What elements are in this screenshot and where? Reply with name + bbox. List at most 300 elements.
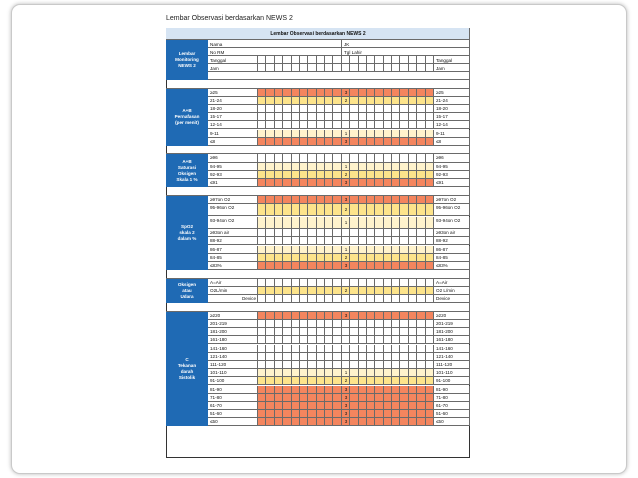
observation-cell[interactable] — [308, 121, 316, 129]
observation-cell[interactable] — [409, 113, 417, 121]
observation-cell[interactable] — [300, 345, 308, 353]
observation-cell[interactable] — [333, 89, 341, 97]
observation-cell[interactable] — [367, 279, 375, 287]
observation-cell[interactable] — [417, 262, 425, 270]
observation-cell[interactable] — [375, 254, 383, 262]
observation-cell[interactable] — [426, 171, 434, 179]
observation-cell[interactable] — [384, 229, 392, 237]
observation-cell[interactable] — [417, 171, 425, 179]
observation-cell[interactable] — [375, 196, 383, 204]
tanggal-cell[interactable] — [400, 56, 408, 64]
observation-cell[interactable] — [292, 254, 300, 262]
observation-cell[interactable] — [426, 237, 434, 245]
observation-cell[interactable] — [350, 217, 358, 230]
observation-cell[interactable] — [325, 386, 333, 394]
observation-cell[interactable] — [300, 418, 308, 426]
observation-cell[interactable] — [359, 113, 367, 121]
jam-cell[interactable] — [292, 64, 300, 72]
observation-cell[interactable] — [417, 138, 425, 146]
observation-cell[interactable] — [359, 386, 367, 394]
observation-cell[interactable] — [317, 377, 325, 385]
tanggal-cell[interactable] — [392, 56, 400, 64]
observation-cell[interactable] — [317, 130, 325, 138]
observation-cell[interactable] — [375, 179, 383, 187]
observation-cell[interactable] — [384, 320, 392, 328]
observation-cell[interactable] — [392, 410, 400, 418]
observation-cell[interactable] — [350, 418, 358, 426]
observation-cell[interactable] — [333, 246, 341, 254]
observation-cell[interactable] — [258, 377, 266, 385]
observation-cell[interactable] — [283, 163, 291, 171]
observation-cell[interactable] — [367, 204, 375, 217]
observation-cell[interactable] — [292, 361, 300, 369]
observation-cell[interactable] — [308, 246, 316, 254]
observation-cell[interactable] — [266, 361, 274, 369]
observation-cell[interactable] — [308, 295, 316, 303]
observation-cell[interactable] — [367, 353, 375, 361]
observation-cell[interactable] — [392, 130, 400, 138]
observation-cell[interactable] — [359, 204, 367, 217]
observation-cell[interactable] — [426, 121, 434, 129]
observation-cell[interactable] — [325, 345, 333, 353]
observation-cell[interactable] — [333, 320, 341, 328]
observation-cell[interactable] — [292, 204, 300, 217]
observation-cell[interactable] — [317, 386, 325, 394]
observation-cell[interactable] — [350, 163, 358, 171]
observation-cell[interactable] — [359, 312, 367, 320]
observation-cell[interactable] — [292, 320, 300, 328]
observation-cell[interactable] — [333, 97, 341, 105]
observation-cell[interactable] — [409, 171, 417, 179]
observation-cell[interactable] — [350, 113, 358, 121]
observation-cell[interactable] — [317, 196, 325, 204]
observation-cell[interactable] — [342, 328, 350, 336]
jam-cell[interactable] — [392, 64, 400, 72]
observation-cell[interactable] — [325, 295, 333, 303]
observation-cell[interactable] — [317, 345, 325, 353]
jam-cell[interactable] — [333, 64, 341, 72]
observation-cell[interactable] — [400, 121, 408, 129]
observation-cell[interactable] — [359, 179, 367, 187]
observation-cell[interactable] — [400, 262, 408, 270]
observation-cell[interactable] — [392, 345, 400, 353]
observation-cell[interactable] — [317, 246, 325, 254]
observation-cell[interactable] — [417, 295, 425, 303]
observation-cell[interactable] — [392, 320, 400, 328]
observation-cell[interactable] — [417, 328, 425, 336]
observation-cell[interactable] — [400, 353, 408, 361]
observation-cell[interactable] — [359, 336, 367, 344]
observation-cell[interactable] — [333, 295, 341, 303]
observation-cell[interactable] — [266, 163, 274, 171]
observation-cell[interactable] — [426, 336, 434, 344]
observation-cell[interactable] — [283, 130, 291, 138]
observation-cell[interactable] — [300, 130, 308, 138]
observation-cell[interactable] — [375, 163, 383, 171]
observation-cell[interactable] — [283, 312, 291, 320]
observation-cell[interactable] — [350, 386, 358, 394]
observation-cell[interactable] — [266, 130, 274, 138]
observation-cell[interactable] — [375, 237, 383, 245]
observation-cell[interactable] — [300, 336, 308, 344]
observation-cell[interactable] — [359, 97, 367, 105]
observation-cell[interactable] — [426, 312, 434, 320]
observation-cell[interactable] — [392, 336, 400, 344]
observation-cell[interactable] — [283, 254, 291, 262]
observation-cell[interactable] — [400, 204, 408, 217]
observation-cell[interactable] — [317, 328, 325, 336]
observation-cell[interactable] — [350, 105, 358, 113]
observation-cell[interactable] — [266, 402, 274, 410]
observation-cell[interactable] — [325, 105, 333, 113]
observation-cell[interactable] — [392, 295, 400, 303]
observation-cell[interactable] — [283, 320, 291, 328]
observation-cell[interactable] — [342, 279, 350, 287]
observation-cell[interactable] — [283, 295, 291, 303]
observation-cell[interactable] — [275, 410, 283, 418]
observation-cell[interactable] — [308, 254, 316, 262]
observation-cell[interactable] — [292, 237, 300, 245]
tanggal-cell[interactable] — [342, 56, 350, 64]
observation-cell[interactable] — [333, 279, 341, 287]
observation-cell[interactable] — [325, 89, 333, 97]
observation-cell[interactable] — [367, 89, 375, 97]
observation-cell[interactable] — [417, 113, 425, 121]
observation-cell[interactable] — [258, 105, 266, 113]
observation-cell[interactable] — [375, 394, 383, 402]
observation-cell[interactable] — [258, 386, 266, 394]
observation-cell[interactable] — [359, 130, 367, 138]
observation-cell[interactable] — [417, 163, 425, 171]
observation-cell[interactable] — [384, 345, 392, 353]
observation-cell[interactable] — [350, 237, 358, 245]
observation-cell[interactable] — [409, 369, 417, 377]
observation-cell[interactable] — [367, 377, 375, 385]
observation-cell[interactable] — [325, 336, 333, 344]
observation-cell[interactable] — [275, 287, 283, 295]
observation-cell[interactable] — [384, 163, 392, 171]
observation-cell[interactable] — [283, 97, 291, 105]
observation-cell[interactable] — [325, 154, 333, 162]
observation-cell[interactable] — [367, 336, 375, 344]
observation-cell[interactable] — [300, 369, 308, 377]
observation-cell[interactable] — [308, 105, 316, 113]
observation-cell[interactable] — [384, 138, 392, 146]
observation-cell[interactable] — [292, 179, 300, 187]
observation-cell[interactable] — [367, 171, 375, 179]
observation-cell[interactable] — [400, 130, 408, 138]
observation-cell[interactable] — [317, 229, 325, 237]
observation-cell[interactable] — [275, 312, 283, 320]
observation-cell[interactable] — [333, 345, 341, 353]
observation-cell[interactable] — [317, 163, 325, 171]
observation-cell[interactable] — [426, 217, 434, 230]
observation-cell[interactable] — [258, 402, 266, 410]
observation-cell[interactable] — [283, 113, 291, 121]
observation-cell[interactable] — [426, 138, 434, 146]
observation-cell[interactable] — [417, 246, 425, 254]
observation-cell[interactable] — [275, 394, 283, 402]
observation-cell[interactable] — [333, 229, 341, 237]
observation-cell[interactable] — [426, 320, 434, 328]
observation-cell[interactable] — [375, 402, 383, 410]
observation-cell[interactable] — [292, 171, 300, 179]
observation-cell[interactable] — [359, 345, 367, 353]
observation-cell[interactable] — [359, 369, 367, 377]
observation-cell[interactable] — [400, 377, 408, 385]
observation-cell[interactable] — [350, 377, 358, 385]
observation-cell[interactable] — [409, 345, 417, 353]
observation-cell[interactable] — [258, 279, 266, 287]
observation-cell[interactable] — [384, 386, 392, 394]
observation-cell[interactable] — [392, 394, 400, 402]
observation-cell[interactable] — [375, 97, 383, 105]
observation-cell[interactable] — [325, 246, 333, 254]
observation-cell[interactable] — [275, 254, 283, 262]
observation-cell[interactable] — [317, 254, 325, 262]
observation-cell[interactable] — [292, 89, 300, 97]
observation-cell[interactable] — [409, 89, 417, 97]
observation-cell[interactable] — [400, 89, 408, 97]
observation-cell[interactable] — [375, 130, 383, 138]
observation-cell[interactable] — [400, 320, 408, 328]
observation-cell[interactable] — [317, 97, 325, 105]
observation-cell[interactable] — [367, 312, 375, 320]
observation-cell[interactable] — [300, 320, 308, 328]
observation-cell[interactable] — [258, 89, 266, 97]
observation-cell[interactable] — [333, 394, 341, 402]
observation-cell[interactable] — [317, 154, 325, 162]
observation-cell[interactable] — [426, 287, 434, 295]
observation-cell[interactable] — [325, 262, 333, 270]
observation-cell[interactable] — [258, 295, 266, 303]
observation-cell[interactable] — [308, 418, 316, 426]
jam-cell[interactable] — [283, 64, 291, 72]
observation-cell[interactable] — [300, 163, 308, 171]
observation-cell[interactable] — [292, 287, 300, 295]
observation-cell[interactable] — [367, 113, 375, 121]
observation-cell[interactable] — [367, 418, 375, 426]
observation-cell[interactable] — [258, 204, 266, 217]
observation-cell[interactable] — [375, 262, 383, 270]
observation-cell[interactable] — [426, 418, 434, 426]
observation-cell[interactable] — [367, 254, 375, 262]
observation-cell[interactable] — [292, 369, 300, 377]
observation-cell[interactable] — [283, 154, 291, 162]
observation-cell[interactable] — [266, 369, 274, 377]
observation-cell[interactable] — [266, 229, 274, 237]
jam-cell[interactable] — [384, 64, 392, 72]
observation-cell[interactable] — [400, 295, 408, 303]
observation-cell[interactable] — [426, 386, 434, 394]
observation-cell[interactable] — [275, 204, 283, 217]
observation-cell[interactable] — [292, 154, 300, 162]
observation-cell[interactable] — [359, 287, 367, 295]
observation-cell[interactable] — [359, 254, 367, 262]
observation-cell[interactable] — [317, 262, 325, 270]
observation-cell[interactable] — [308, 377, 316, 385]
jam-cell[interactable] — [275, 64, 283, 72]
observation-cell[interactable] — [417, 369, 425, 377]
observation-cell[interactable] — [300, 97, 308, 105]
observation-cell[interactable] — [266, 237, 274, 245]
observation-cell[interactable] — [350, 361, 358, 369]
observation-cell[interactable] — [426, 328, 434, 336]
observation-cell[interactable] — [350, 336, 358, 344]
observation-cell[interactable] — [317, 105, 325, 113]
observation-cell[interactable] — [275, 89, 283, 97]
jam-cell[interactable] — [258, 64, 266, 72]
observation-cell[interactable] — [317, 336, 325, 344]
observation-cell[interactable] — [417, 154, 425, 162]
observation-cell[interactable] — [325, 217, 333, 230]
observation-cell[interactable] — [384, 171, 392, 179]
observation-cell[interactable] — [283, 369, 291, 377]
observation-cell[interactable] — [409, 179, 417, 187]
observation-cell[interactable] — [300, 196, 308, 204]
observation-cell[interactable] — [325, 121, 333, 129]
observation-cell[interactable] — [367, 246, 375, 254]
observation-cell[interactable] — [426, 377, 434, 385]
tanggal-cell[interactable] — [325, 56, 333, 64]
observation-cell[interactable] — [367, 163, 375, 171]
observation-cell[interactable] — [275, 262, 283, 270]
observation-cell[interactable] — [359, 196, 367, 204]
observation-cell[interactable] — [300, 89, 308, 97]
observation-cell[interactable] — [384, 130, 392, 138]
observation-cell[interactable] — [350, 279, 358, 287]
observation-cell[interactable] — [325, 287, 333, 295]
observation-cell[interactable] — [367, 154, 375, 162]
observation-cell[interactable] — [283, 410, 291, 418]
observation-cell[interactable] — [417, 105, 425, 113]
observation-cell[interactable] — [283, 345, 291, 353]
tanggal-cell[interactable] — [292, 56, 300, 64]
observation-cell[interactable] — [283, 179, 291, 187]
observation-cell[interactable] — [283, 336, 291, 344]
observation-cell[interactable] — [317, 369, 325, 377]
observation-cell[interactable] — [400, 402, 408, 410]
observation-cell[interactable] — [275, 97, 283, 105]
observation-cell[interactable] — [384, 246, 392, 254]
observation-cell[interactable] — [258, 237, 266, 245]
observation-cell[interactable] — [375, 410, 383, 418]
tanggal-cell[interactable] — [333, 56, 341, 64]
observation-cell[interactable] — [384, 113, 392, 121]
observation-cell[interactable] — [375, 279, 383, 287]
observation-cell[interactable] — [409, 217, 417, 230]
observation-cell[interactable] — [417, 353, 425, 361]
observation-cell[interactable] — [342, 229, 350, 237]
observation-cell[interactable] — [283, 121, 291, 129]
jam-cell[interactable] — [400, 64, 408, 72]
observation-cell[interactable] — [367, 262, 375, 270]
observation-cell[interactable] — [333, 369, 341, 377]
observation-cell[interactable] — [359, 89, 367, 97]
observation-cell[interactable] — [300, 295, 308, 303]
observation-cell[interactable] — [375, 345, 383, 353]
observation-cell[interactable] — [283, 246, 291, 254]
observation-cell[interactable] — [375, 328, 383, 336]
observation-cell[interactable] — [300, 353, 308, 361]
observation-cell[interactable] — [292, 394, 300, 402]
observation-cell[interactable] — [384, 361, 392, 369]
observation-cell[interactable] — [384, 353, 392, 361]
observation-cell[interactable] — [384, 394, 392, 402]
observation-cell[interactable] — [333, 154, 341, 162]
observation-cell[interactable] — [292, 113, 300, 121]
observation-cell[interactable] — [258, 196, 266, 204]
observation-cell[interactable] — [392, 377, 400, 385]
observation-cell[interactable] — [308, 217, 316, 230]
observation-cell[interactable] — [350, 353, 358, 361]
observation-cell[interactable] — [384, 287, 392, 295]
observation-cell[interactable] — [400, 336, 408, 344]
observation-cell[interactable] — [342, 105, 350, 113]
observation-cell[interactable] — [275, 163, 283, 171]
observation-cell[interactable] — [367, 105, 375, 113]
observation-cell[interactable] — [258, 361, 266, 369]
observation-cell[interactable] — [258, 179, 266, 187]
observation-cell[interactable] — [400, 229, 408, 237]
observation-cell[interactable] — [409, 336, 417, 344]
observation-cell[interactable] — [308, 312, 316, 320]
observation-cell[interactable] — [333, 312, 341, 320]
observation-cell[interactable] — [417, 237, 425, 245]
observation-cell[interactable] — [350, 138, 358, 146]
observation-cell[interactable] — [375, 204, 383, 217]
jam-cell[interactable] — [367, 64, 375, 72]
observation-cell[interactable] — [409, 229, 417, 237]
observation-cell[interactable] — [300, 394, 308, 402]
observation-cell[interactable] — [426, 254, 434, 262]
observation-cell[interactable] — [292, 312, 300, 320]
observation-cell[interactable] — [426, 279, 434, 287]
tanggal-cell[interactable] — [409, 56, 417, 64]
observation-cell[interactable] — [417, 196, 425, 204]
observation-cell[interactable] — [275, 345, 283, 353]
observation-cell[interactable] — [359, 394, 367, 402]
observation-cell[interactable] — [308, 279, 316, 287]
observation-cell[interactable] — [409, 97, 417, 105]
observation-cell[interactable] — [317, 353, 325, 361]
observation-cell[interactable] — [266, 138, 274, 146]
observation-cell[interactable] — [392, 204, 400, 217]
observation-cell[interactable] — [283, 217, 291, 230]
tanggal-cell[interactable] — [375, 56, 383, 64]
observation-cell[interactable] — [375, 246, 383, 254]
observation-cell[interactable] — [359, 353, 367, 361]
observation-cell[interactable] — [300, 312, 308, 320]
observation-cell[interactable] — [342, 154, 350, 162]
tanggal-cell[interactable] — [426, 56, 434, 64]
observation-cell[interactable] — [409, 204, 417, 217]
observation-cell[interactable] — [300, 217, 308, 230]
observation-cell[interactable] — [325, 410, 333, 418]
observation-cell[interactable] — [258, 154, 266, 162]
observation-cell[interactable] — [342, 320, 350, 328]
observation-cell[interactable] — [375, 320, 383, 328]
observation-cell[interactable] — [342, 345, 350, 353]
observation-cell[interactable] — [409, 237, 417, 245]
observation-cell[interactable] — [292, 410, 300, 418]
observation-cell[interactable] — [409, 410, 417, 418]
observation-cell[interactable] — [317, 89, 325, 97]
observation-cell[interactable] — [392, 279, 400, 287]
observation-cell[interactable] — [392, 361, 400, 369]
observation-cell[interactable] — [258, 138, 266, 146]
observation-cell[interactable] — [384, 97, 392, 105]
